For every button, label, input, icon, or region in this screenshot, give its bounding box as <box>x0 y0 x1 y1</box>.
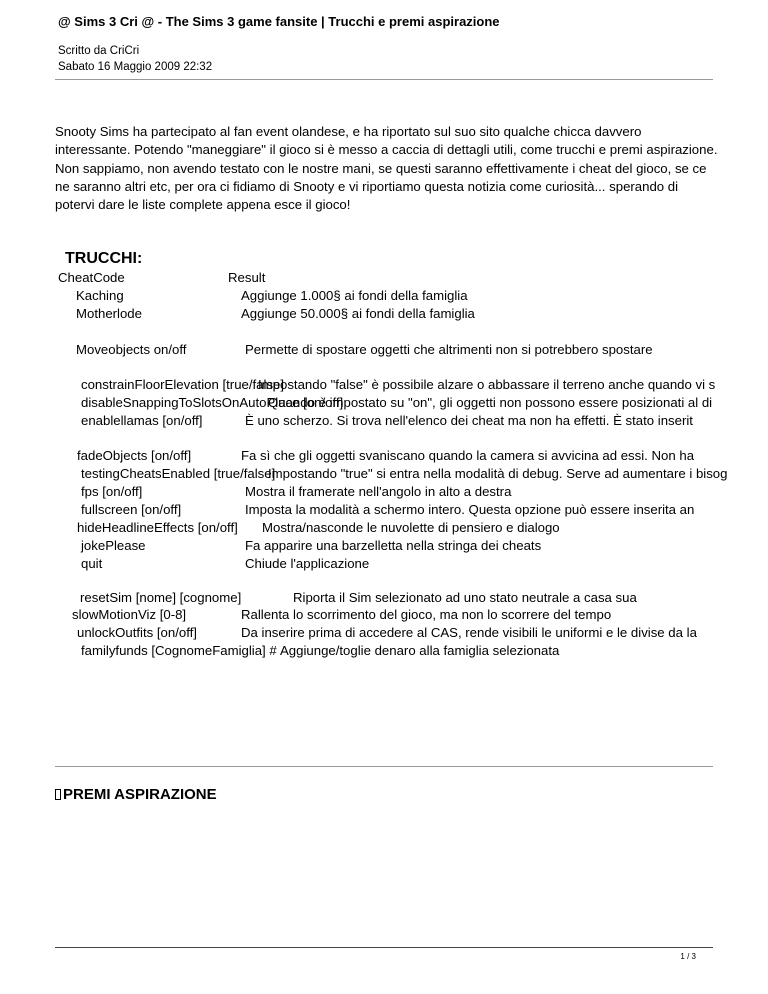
cheat-code-header: CheatCode <box>58 270 125 285</box>
cheat-result: Aggiunge 50.000§ ai fondi della famiglia <box>241 306 475 321</box>
premi-heading <box>55 786 217 803</box>
cheat-result: Fa sì che gli oggetti svaniscano quando la camera si avvicina ad essi. Non ha <box>241 448 695 463</box>
table-row <box>0 625 768 643</box>
table-row <box>0 538 768 556</box>
table-row <box>0 306 768 324</box>
cheat-code: familyfunds [CognomeFamiglia] # <box>81 643 277 658</box>
cheat-result: Imposta la modalità a schermo intero. Questa opzione può essere inserita an <box>245 502 695 517</box>
cheat-result: Mostra il framerate nell'angolo in alto a destra <box>245 484 512 499</box>
cheat-code: hideHeadlineEffects [on/off] <box>77 520 238 535</box>
table-row <box>0 520 768 538</box>
cheat-result: Impostando "false" è possibile alzare o abbassare il terreno anche quando vi s <box>258 377 716 392</box>
cheat-code: testingCheatsEnabled [true/false] <box>81 466 276 481</box>
cheat-code: disableSnappingToSlotsOnAutoPlace [on/off] <box>81 395 344 410</box>
cheat-code: resetSim [nome] [cognome] <box>80 590 242 605</box>
premi-heading-text: PREMI ASPIRAZIONE <box>63 786 217 803</box>
table-row <box>0 556 768 574</box>
table-row <box>0 484 768 502</box>
cheat-result: Impostando "true" si entra nella modalità di debug. Serve ad aumentare i bisog <box>268 466 728 481</box>
section-divider <box>55 766 713 767</box>
table-row <box>0 643 768 661</box>
header-divider <box>55 79 713 80</box>
cheat-result: Permette di spostare oggetti che altrimenti non si potrebbero spostare <box>245 342 653 357</box>
cheat-result: Chiude l'applicazione <box>245 556 370 571</box>
cheat-code: fadeObjects [on/off] <box>77 448 192 463</box>
table-row <box>0 377 768 395</box>
cheat-result: Aggiunge 1.000§ ai fondi della famiglia <box>241 288 468 303</box>
cheat-code: fullscreen [on/off] <box>81 502 182 517</box>
table-row <box>0 413 768 431</box>
cheat-result: Da inserire prima di accedere al CAS, rende visibili le uniformi e le divise da la <box>241 625 697 640</box>
cheat-result: È uno scherzo. Si trova nell'elenco dei cheat ma non ha effetti. È stato inserit <box>245 413 693 428</box>
cheat-code: constrainFloorElevation [true/false] <box>81 377 285 392</box>
intro-paragraph: Snooty Sims ha partecipato al fan event olandese, e ha riportato sul suo sito qualche chicca davvero interessante. Potendo "maneggiare" il gioco si è messo a caccia di dettagli utili, come trucchi e premi aspirazione. Non sappiamo, non avendo testato con le nostre mani, se questi saranno effettivamente i cheat del gioco, se ce ne saranno altri etc, per ora ci fidiamo di Snooty e vi riportiamo questa notizia come curiosità... sperando di potervi dare le liste complete appena esce il gioco! <box>55 124 718 213</box>
trucchi-heading: TRUCCHI: <box>65 250 143 267</box>
cheat-code: quit <box>81 556 103 571</box>
table-row <box>0 607 768 625</box>
cheat-result: Aggiunge/toglie denaro alla famiglia selezionata <box>280 643 560 658</box>
table-row <box>0 502 768 520</box>
cheat-result: Rallenta lo scorrimento del gioco, ma non lo scorrere del tempo <box>241 607 612 622</box>
cheat-code: jokePlease <box>81 538 146 553</box>
cheat-code: Moveobjects on/off <box>76 342 187 357</box>
date-line: Sabato 16 Maggio 2009 22:32 <box>58 61 213 73</box>
document-title: @ Sims 3 Cri @ - The Sims 3 game fansite | Trucchi e premi aspirazione <box>58 14 500 29</box>
table-row <box>0 288 768 306</box>
footer-divider <box>55 947 713 948</box>
cheat-code: slowMotionViz [0-8] <box>72 607 187 622</box>
cheat-result: Quando è impostato su "on", gli oggetti non possono essere posizionati al di <box>268 395 713 410</box>
cheat-result: Mostra/nasconde le nuvolette di pensiero e dialogo <box>262 520 560 535</box>
cheat-code: Motherlode <box>76 306 142 321</box>
cheat-code: enablellamas [on/off] <box>81 413 203 428</box>
table-row <box>0 590 768 608</box>
cheat-result: Riporta il Sim selezionato ad uno stato neutrale a casa sua <box>293 590 637 605</box>
table-row <box>0 342 768 360</box>
cheat-code: fps [on/off] <box>81 484 143 499</box>
result-header: Result <box>228 270 266 285</box>
table-row <box>0 448 768 466</box>
table-row <box>0 395 768 413</box>
cheat-result: Fa apparire una barzelletta nella stringa dei cheats <box>245 538 542 553</box>
table-header-row <box>0 270 768 288</box>
cheat-code: Kaching <box>76 288 124 303</box>
page-number: 1 / 3 <box>680 952 696 961</box>
table-row <box>0 466 768 484</box>
cheat-code: unlockOutfits [on/off] <box>77 625 197 640</box>
missing-glyph-icon <box>55 789 61 800</box>
author-line: Scritto da CriCri <box>58 45 140 57</box>
